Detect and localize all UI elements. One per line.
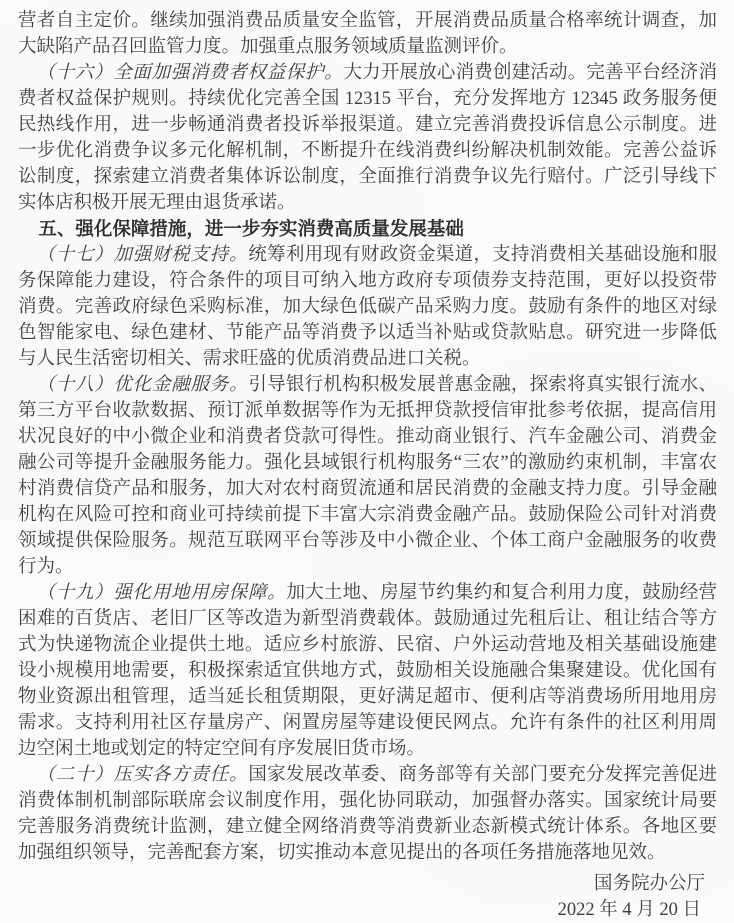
item-paragraph: （十九）强化用地用房保障。加大土地、房屋节约集约和复合利用力度，鼓励经营困难的百货店、老旧厂区等改造为新型消费载体。鼓励通过先租后让、租让结合等方式为快递物流企业提供土地。适应乡村旅游、民宿、户外运动营地及相关基础设施建设小规模用地需要，积极探索适宜供地方式，鼓励相关设施融合集聚建设。优化国有物业资源出租管理，适当延长租赁期限，更好满足超市、便利店等消费场所用地用房需求。支持利用社区存量房产、闲置房屋等建设便民网点。允许有条件的社区利用周边空闲土地或划定的特定空间有序发展旧货市场。 (18, 583, 717, 759)
body-paragraph: 营者自主定价。继续加强消费品质量安全监管，开展消费品质量合格率统计调查，加大缺陷产品召回监管力度。加强重点服务领域质量监测评价。 (18, 11, 717, 57)
item-title: （十六）全面加强消费者权益保护。 (36, 63, 344, 83)
item-title: （十八）优化金融服务。 (36, 375, 249, 395)
item-paragraph: （二十）压实各方责任。国家发展改革委、商务部等有关部门要充分发挥完善促进消费体制机制部际联席会议制度作用，强化协同联动，加强督办落实。国家统计局要完善服务消费统计监测，建立健全网络消费等消费新业态新模式统计体系。各地区要加强组织领导，完善配套方案，切实推动本意见提出的各项任务措施落地见效。 (18, 765, 717, 863)
item-title: （二十）压实各方责任。 (36, 765, 249, 785)
item-title: （十七）加强财税支持。 (36, 245, 249, 265)
item-paragraph: （十七）加强财税支持。统筹利用现有财政资金渠道，支持消费相关基础设施和服务保障能力建设，符合条件的项目可纳入地方政府专项债券支持范围，更好以投资带消费。完善政府绿色采购标准，加大绿色低碳产品采购力度。鼓励有条件的地区对绿色智能家电、绿色建材、节能产品等消费予以适当补贴或贷款贴息。研究进一步降低与人民生活密切相关、需求旺盛的优质消费品进口关税。 (18, 245, 717, 369)
section-heading: 五、强化保障措施，进一步夯实消费高质量发展基础 (38, 218, 464, 239)
issuing-office: 国务院办公厅 (593, 874, 705, 894)
item-paragraph: （十八）优化金融服务。引导银行机构积极发展普惠金融，探索将真实银行流水、第三方平台收款数据、预订派单数据等作为无抵押贷款授信审批参考依据，提高信用状况良好的中小微企业和消费者贷款可得性。推动商业银行、汽车金融公司、消费金融公司等提升金融服务能力。强化县域银行机构服务“三农”的激励约束机制，丰富农村消费信贷产品和服务，加大对农村商贸流通和居民消费的金融支持力度。引导金融机构在风险可控和商业可持续前提下丰富大宗消费金融产品。鼓励保险公司针对消费领域提供保险服务。规范互联网平台等涉及中小微企业、个体工商户金融服务的收费行为。 (18, 375, 717, 577)
signature-block (18, 871, 717, 923)
item-title: （十九）强化用地用房保障。 (36, 583, 287, 603)
document-body (18, 8, 717, 866)
date-line (18, 897, 717, 923)
issue-date: 2022 年 4 月 20 日 (557, 900, 701, 920)
signature-line (18, 871, 717, 897)
item-paragraph: （十六）全面加强消费者权益保护。大力开展放心消费创建活动。完善平台经济消费者权益保护规则。持续优化完善全国 12315 平台，充分发挥地方 12345 政务服务便民热线作用，进一步畅通消费者投诉举报渠道。建立完善消费投诉信息公示制度。进一步优化消费争议多元化解机制，不断提升在线消费纠纷解决机制效能。完善公益诉讼制度，探索建立消费者集体诉讼制度，全面推行消费争议先行赔付。广泛引导线下实体店积极开展无理由退货承诺。 (18, 63, 717, 213)
